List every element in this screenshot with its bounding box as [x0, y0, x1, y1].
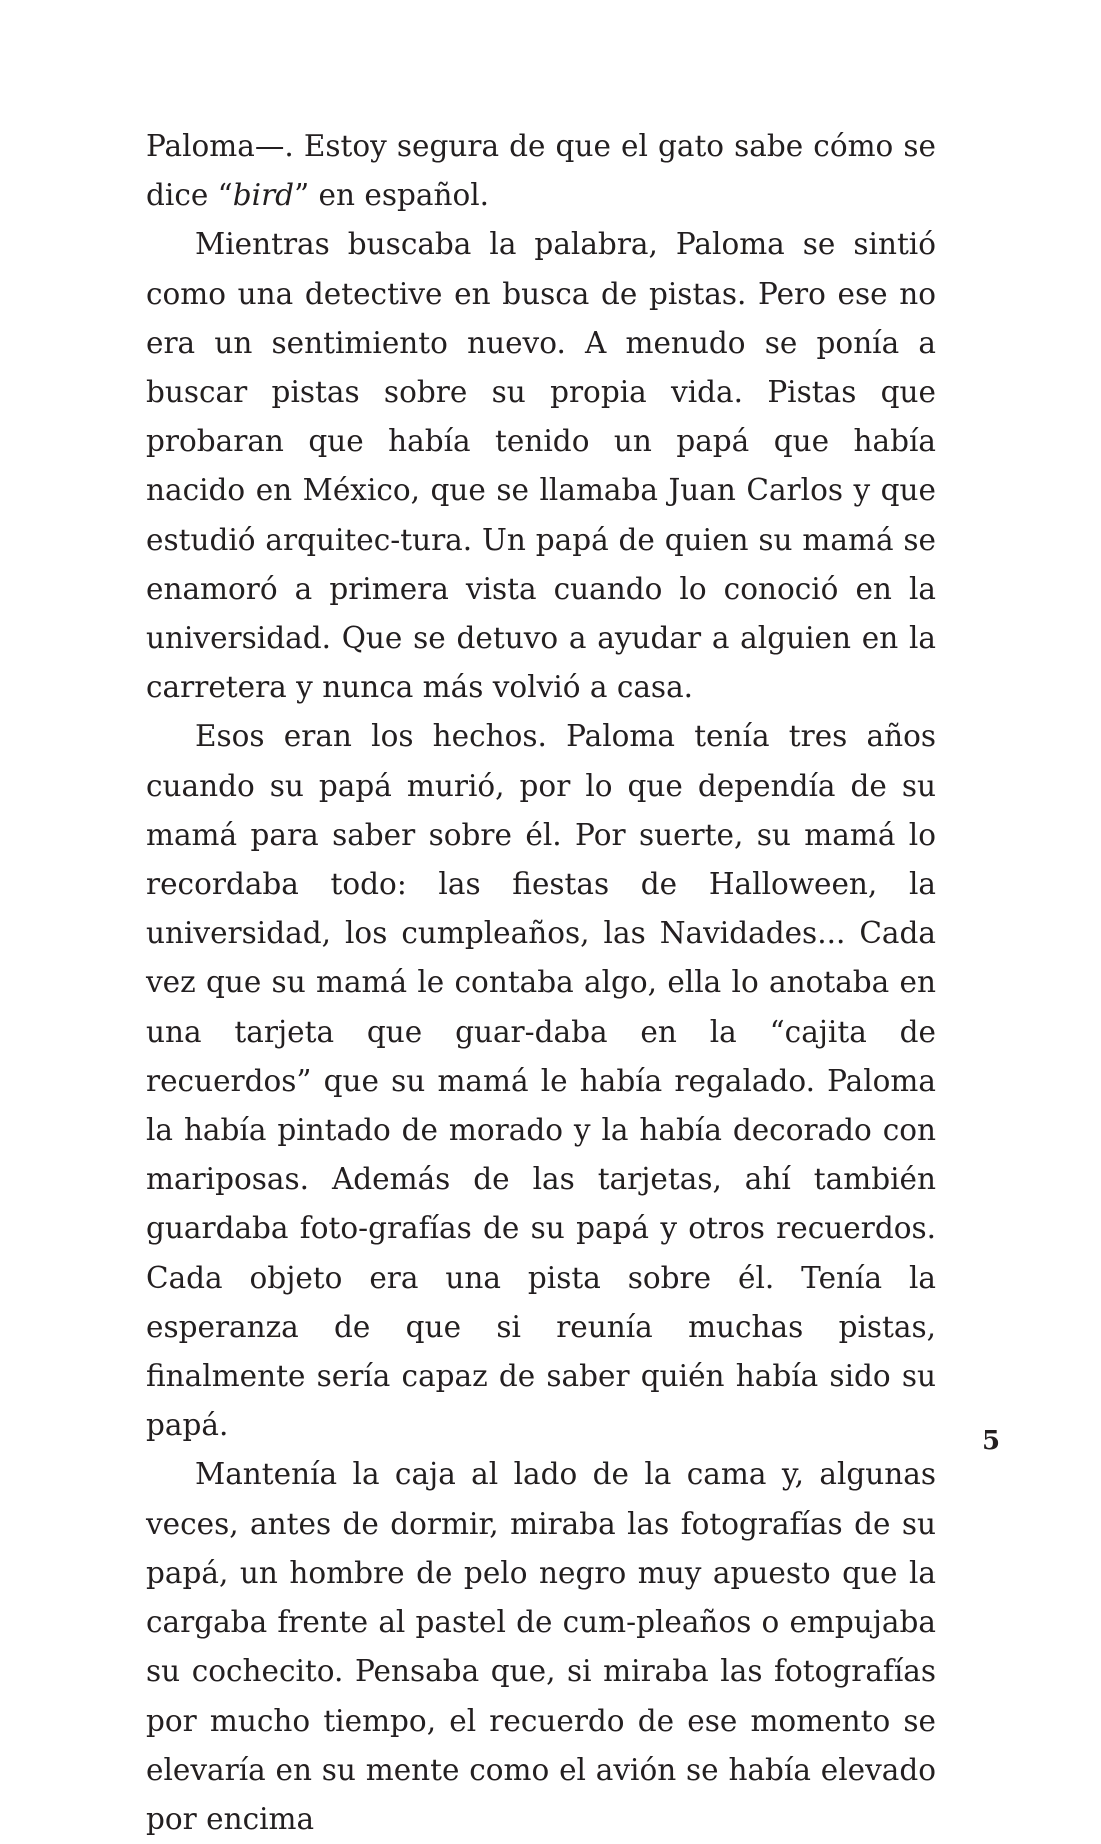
paragraph-1 [146, 122, 936, 220]
paragraph-1-italic-word: bird [232, 178, 295, 213]
paragraph-3 [146, 712, 936, 1450]
paragraph-4 [146, 1450, 936, 1844]
body-text [146, 122, 936, 1844]
paragraph-3-text: Esos eran los hechos. Paloma tenía tres años cuando su papá murió, por lo que dependía de su mamá para saber sobre él. Por suerte, su mamá lo recordaba todo: las fiestas de Halloween, la universidad, los cumpleaños, las Navidades... Cada vez que su mamá le contaba algo, ella lo anotaba en una tarjeta que guar-daba en la “cajita de recuerdos” que su mamá le había regalado. Paloma la había pintado de morado y la había decorado con mariposas. Además de las tarjetas, ahí también guardaba foto-grafías de su papá y otros recuerdos. Cada objeto era una pista sobre él. Tenía la esperanza de que si reunía muchas pistas, finalmente sería capaz de saber quién había sido su papá. [146, 719, 936, 1443]
paragraph-1-part-1: Paloma—. Estoy segura de que el gato sabe cómo se dice “ [146, 129, 936, 213]
paragraph-1-part-3: ” en español. [294, 178, 490, 213]
paragraph-2-text: Mientras buscaba la palabra, Paloma se sintió como una detective en busca de pistas. Pero ese no era un sentimiento nuevo. A menudo se ponía a buscar pistas sobre su propia vida. Pistas que probaran que había tenido un papá que había nacido en México, que se llamaba Juan Carlos y que estudió arquitec-tura. Un papá de quien su mamá se enamoró a primera vista cuando lo conoció en la universidad. Que se detuvo a ayudar a alguien en la carretera y nunca más volvió a casa. [146, 227, 936, 705]
page-number: 5 [982, 1426, 1001, 1456]
paragraph-4-text: Mantenía la caja al lado de la cama y, algunas veces, antes de dormir, miraba las fotografías de su papá, un hombre de pelo negro muy apuesto que la cargaba frente al pastel de cum-pleaños o empujaba su cochecito. Pensaba que, si miraba las fotografías por mucho tiempo, el recuerdo de ese momento se elevaría en su mente como el avión se había elevado por encima [146, 1457, 936, 1836]
paragraph-2 [146, 220, 936, 712]
